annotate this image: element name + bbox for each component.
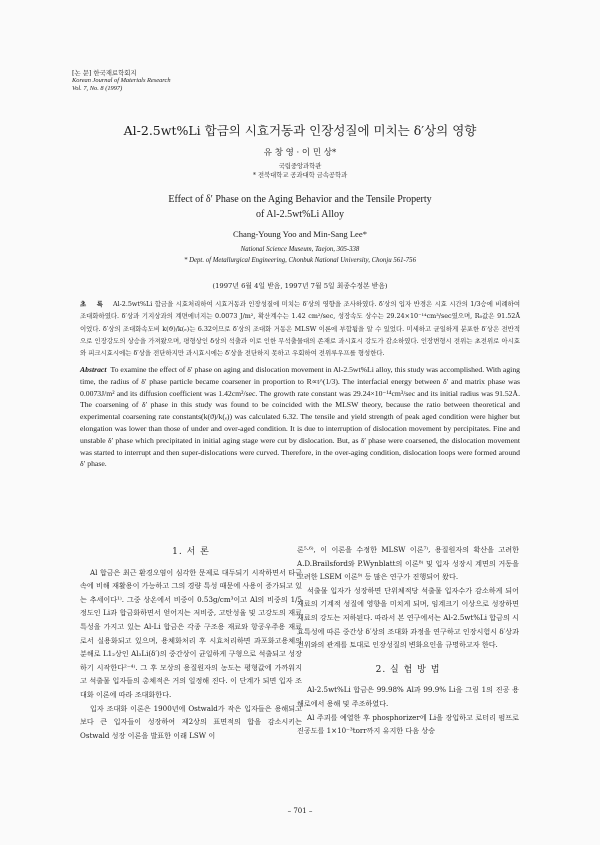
affiliations-korean	[0, 162, 600, 180]
affiliations-english	[0, 244, 600, 266]
abstract-english-text: To examine the effect of δ′ phase on aging and dislocation movement in Al-2.5wt%Li alloy, this study was accomplished. With aging time, the radius of δ′ phase particle became coarsener in proportion to R∝t^(1/3). The interfacial energy between δ′ and matrix phase was 0.0073J/m² and its diffusion coefficient was 1.42cm²/sec. The growth rate constant was 29.24×10⁻¹⁴cm³/sec and its initial radius was 91.52Å. The coarsening of δ′ phase in this study was found to be coincided with the MLSW theory, because the ratio between theoretical and experimental coarsening rate constants(k(ϑ)/k(ₑ)) was calculated 6.32. The tensile and yield strength of peak aged condition were higher but elongation was lower than those of under and over-aged condition. It is due to interruption of dislocation movement by percipitates. Fine and unstable δ′ phase which precipitated in initial aging stage were cut by dislocation. But, as δ′ phase were coarsened, the dislocation movement was started to interrupt and then super-dislocations were curved. Therefore, in the over-aging condition, dislocation loops were formed around δ′ phase.	[80, 365, 521, 469]
intro-paragraph-1: Al 합금은 최근 환경오염이 심각한 문제로 대두되기 시작하면서 타금속에 비해 재활용이 가능하고 그의 경량 특성 때문에 사용이 증가되고 있는 추세이다¹⁾. 그중 상온에서 비중이 0.53g/cm³이고 Al의 비중의 1/5 정도인 Li과 합금화하면서 얻어지는 저비중, 고탄성율 및 고강도의 재료특성을 가지고 있는 Al-Li 합금은 각종 구조용 재료와 항공우주용 재료로서 실용화되고 있으며, 용체화처리 후 시효처리하면 과포화고용체의 분해로 L1₂상인 Al₃Li(δ′)의 중간상이 균일하게 구형으로 석출되고 성장하기 시작한다²⁻⁴⁾. 그 후 모상의 용질원자의 농도는 평형값에 가까워지고 석출물 입자들의 총체적은 거의 일정해 진다. 이 단계가 되면 입자 조대화 이론에 따라 조대화한다.	[80, 567, 302, 699]
right-column	[297, 543, 519, 738]
abstract-korean-label: 초 록	[80, 300, 107, 308]
abstract-korean-text: Al-2.5wt%Li 합금을 시효처리하여 시효거동과 인장성질에 미치는 δ′상의 영향을 조사하였다. δ′상의 입자 반경은 시효 시간의 1/3승에 비례하여 조대화하였다. δ′상과 기지상과의 계면에너지는 0.0073 J/m², 확산계수는 1.42 cm²/sec, 성장속도 상수는 29.24×10⁻¹⁴cm³/sec였으며, R₀값은 91.52Å 이었다. δ′상의 조대화속도비 k(ϑ)/k(ₑ)는 6.32이므로 δ′상의 조대화 거동은 MLSW 이론에 부합됨을 알 수 있었다. 미세하고 균일하게 분포한 δ′상은 전반적으로 인장강도의 상승을 가져왔으며, 평형상인 δ상의 석출과 이로 인한 무석출물대의 존재로 과시효시 강도가 감소하였다. 인장변형시 전위는 초전위로 아시효와 피크시효시에는 δ′상을 전단하지만 과시효시에는 δ′상을 전단하지 못하고 우회하여 전위루우프를 형성한다.	[80, 300, 520, 358]
title-english-line2: of Al-2.5wt%Li Alloy	[255, 209, 345, 220]
journal-header	[72, 70, 171, 92]
journal-volume: Vol. 7, No. 8 (1997)	[72, 84, 123, 92]
section-method-heading: 2. 실 험 방 법	[375, 664, 441, 675]
title-english-line1: Effect of δ′ Phase on the Aging Behavior and the Tensile Property	[168, 194, 432, 205]
title-korean: Al-2.5wt%Li 합금의 시효거동과 인장성질에 미치는 δ′상의 영향	[123, 123, 477, 138]
left-column	[80, 546, 302, 742]
authors-english: Chang-Young Yoo and Min-Sang Lee*	[232, 229, 367, 239]
method-paragraph-2: Al 주괴를 예열한 후 phosphorizer에 Li을 장입하고 로터리 펌프로 진공도를 1×10⁻³torr까지 유지한 다음 상승	[297, 712, 519, 736]
affiliation-kr-1: 국립중앙과학관	[278, 163, 322, 170]
page-number: – 701 –	[287, 807, 313, 815]
section-introduction-heading: 1. 서 론	[172, 547, 210, 557]
received-date: (1997년 6월 4일 받음, 1997년 7월 5일 최종수정본 받음)	[212, 282, 388, 290]
abstract-korean	[80, 298, 520, 359]
journal-name-kr: [논 문] 한국재료학회지	[72, 69, 137, 77]
authors-korean: 유 창 영 · 이 민 상*	[263, 148, 337, 158]
affiliation-en-2: * Dept. of Metallurgical Engineering, Chonbuk National University, Chonju 561-756	[184, 257, 416, 264]
affiliation-kr-2: * 전북대학교 공과대학 금속공학과	[252, 172, 348, 179]
title-english	[0, 192, 600, 222]
method-paragraph-1: Al-2.5wt%Li 합금은 99.98% Al과 99.9% Li을 그림 1의 진공 용해로에서 용해 및 주조하였다.	[297, 685, 519, 708]
abstract-english	[80, 364, 520, 470]
intro-paragraph-continued: 론⁵·⁶⁾, 이 이론을 수정한 MLSW 이론⁷⁾, 용질원자의 확산을 고려한 A.D.Brailsford와 P.Wynblatt의 이론⁸⁾ 및 입자 성장시 계면의 거동을 고려한 LSEM 이론⁹⁾ 등 많은 연구가 진행되어 왔다.	[297, 545, 519, 582]
intro-paragraph-3: 석출물 입자가 성장하면 단위체적당 석출물 입자수가 감소하게 되어 재료의 기계적 성질에 영향을 미치게 되며, 임계크기 이상으로 성장하면 재료의 강도는 저하된다. 따라서 본 연구에서는 Al-2.5wt%Li 합금의 시효특성에 따른 중간상 δ′상의 조대화 과정을 연구하고 인장시험시 δ′상과 전위와의 관계를 토대로 인장성질의 변화요인을 규명하고자 한다.	[297, 585, 519, 650]
affiliation-en-1: National Science Museum, Taejon, 305-338	[240, 246, 360, 253]
intro-paragraph-2: 입자 조대화 이론은 1900년에 Ostwald가 작은 입자들은 용해되고 보다 큰 입자들이 성장하여 제2상의 표면적의 합을 감소시키는 Ostwald 성장 이론을 발표한 이래 LSW 이	[80, 703, 302, 740]
journal-name-en: Korean Journal of Materials Research	[72, 77, 171, 85]
abstract-english-label: Abstract	[80, 365, 107, 374]
